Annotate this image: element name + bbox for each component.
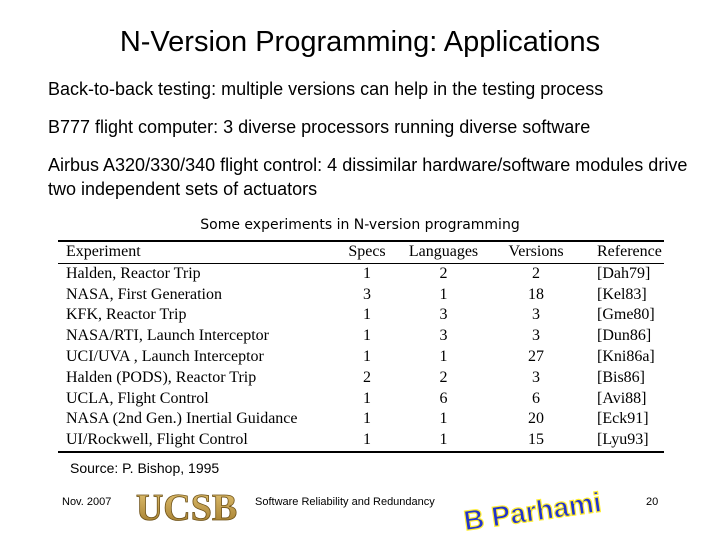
cell-experiment: NASA, First Generation [66,285,222,303]
cell-specs: 1 [363,306,371,324]
cell-reference: [Lyu93] [597,431,649,449]
header-specs: Specs [348,243,386,260]
header-experiment: Experiment [66,243,141,260]
cell-versions: 20 [528,410,544,428]
cell-specs: 1 [363,431,371,449]
cell-specs: 1 [363,410,371,428]
table-row [58,264,664,285]
bullet-airbus: Airbus A320/330/340 flight control: 4 dissimilar hardware/software modules drive two independent sets of actuators [48,155,688,199]
cell-reference: [Gme80] [597,306,655,324]
cell-specs: 1 [363,327,371,345]
footer-date: Nov. 2007 [62,496,112,508]
cell-experiment: UCLA, Flight Control [66,389,209,407]
footer-page-number: 20 [646,496,659,508]
header-languages: Languages [408,243,479,260]
cell-specs: 1 [363,389,371,407]
cell-versions: 3 [532,306,540,324]
bullet-back-to-back: Back-to-back testing: multiple versions can help in the testing process [48,79,604,99]
table-row [58,285,664,306]
cell-experiment: Halden, Reactor Trip [66,264,201,282]
table-row [58,409,664,430]
table-row [58,389,664,410]
cell-reference: [Dah79] [597,264,651,282]
cell-specs: 2 [363,368,371,386]
slide-title: N-Version Programming: Applications [119,26,601,58]
cell-reference: [Dun86] [597,327,652,345]
cell-languages: 1 [439,410,448,428]
ucsb-logo [135,484,238,528]
cell-versions: 15 [528,431,544,449]
ucsb-logo-text: UCSB [135,487,238,529]
header-versions: Versions [508,243,564,260]
bullet-b777: B777 flight computer: 3 diverse processors running diverse software [48,117,591,137]
cell-reference: [Kel83] [597,285,647,303]
cell-languages: 6 [439,389,448,407]
cell-versions: 6 [532,389,540,407]
cell-experiment: NASA (2nd Gen.) Inertial Guidance [66,410,298,428]
cell-experiment: UI/Rockwell, Flight Control [66,431,248,449]
table-header-row [58,242,664,263]
table-row [58,430,664,451]
cell-languages: 1 [439,285,448,303]
cell-specs: 3 [363,285,371,303]
cell-experiment: UCI/UVA , Launch Interceptor [66,347,264,365]
cell-reference: [Kni86a] [597,347,655,365]
cell-experiment: NASA/RTI, Launch Interceptor [66,327,269,345]
table-row [58,347,664,368]
table-caption: Some experiments in N-version programming [200,217,520,233]
table-row [58,368,664,389]
cell-languages: 1 [439,347,448,365]
cell-experiment: Halden (PODS), Reactor Trip [66,368,257,386]
cell-versions: 3 [532,327,540,345]
parhami-logo-text: B Parhami [461,486,604,537]
cell-versions: 27 [528,347,544,365]
footer-course: Software Reliability and Redundancy [255,496,435,508]
cell-reference: [Eck91] [597,410,649,428]
source-note: Source: P. Bishop, 1995 [70,460,220,476]
cell-reference: [Bis86] [597,368,645,386]
cell-languages: 3 [439,306,448,324]
experiments-table [58,240,664,453]
parhami-logo [461,486,604,537]
cell-languages: 2 [439,264,448,282]
cell-languages: 3 [439,327,448,345]
cell-specs: 1 [363,347,371,365]
table-row [58,305,664,326]
cell-reference: [Avi88] [597,389,647,407]
header-reference: Reference [597,243,662,260]
table-bottom-rule [58,451,664,453]
table-row [58,326,664,347]
cell-languages: 2 [439,368,448,386]
cell-experiment: KFK, Reactor Trip [66,306,187,324]
cell-versions: 3 [532,368,540,386]
cell-versions: 18 [528,285,544,303]
cell-languages: 1 [439,431,448,449]
cell-versions: 2 [532,264,540,282]
cell-specs: 1 [363,264,371,282]
